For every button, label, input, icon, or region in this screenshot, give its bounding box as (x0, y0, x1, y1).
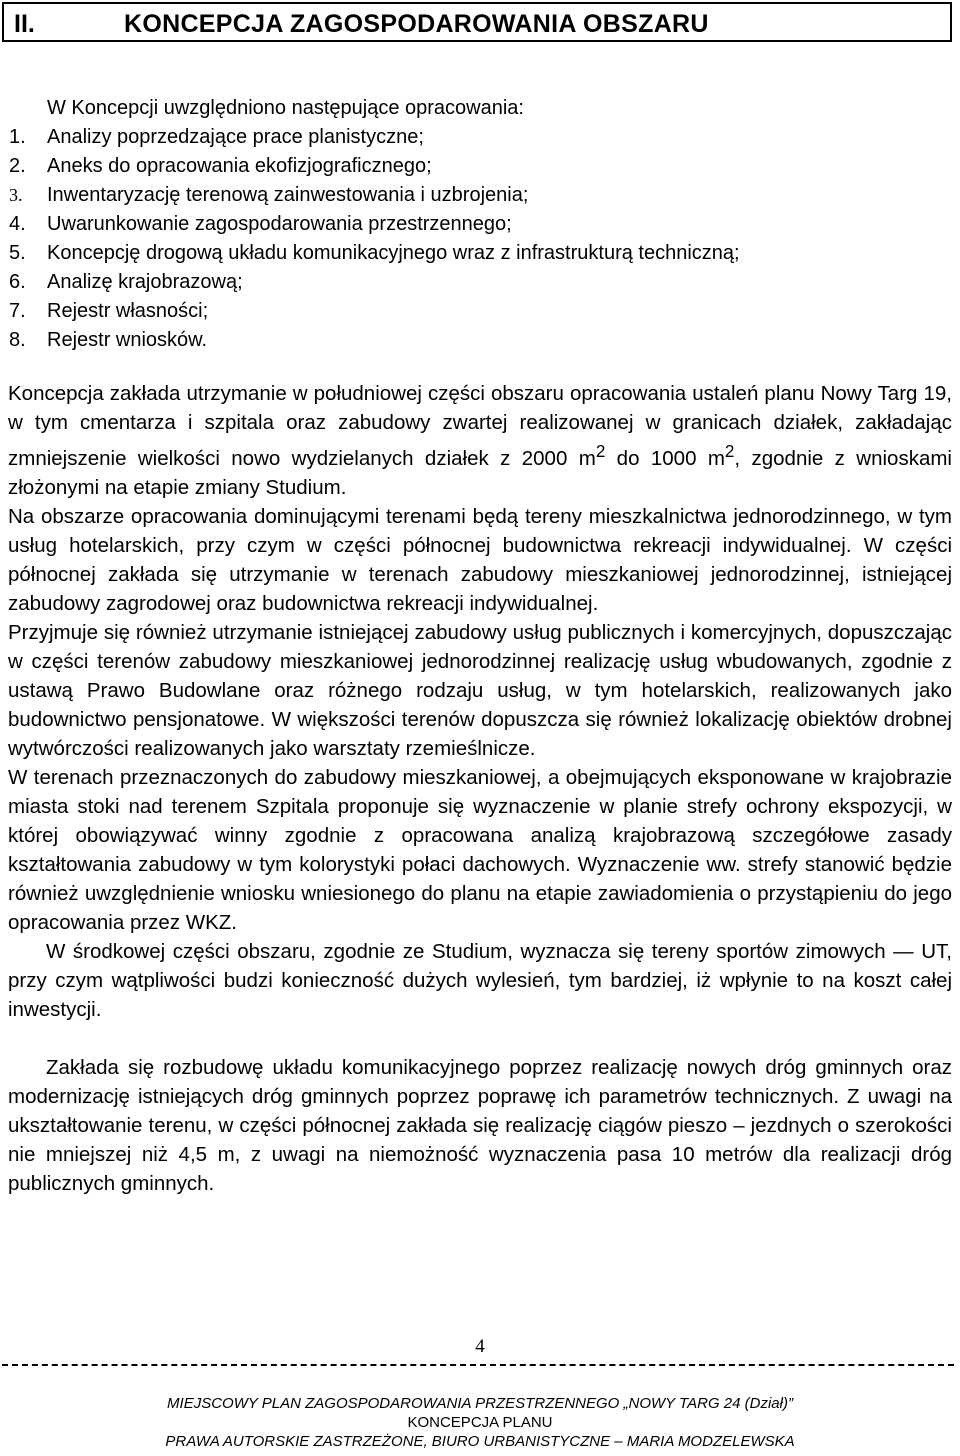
superscript: 2 (595, 442, 606, 461)
intro-text: W Koncepcji uwzględniono następujące opracowania: (47, 97, 524, 119)
list-number: 4. (9, 213, 26, 235)
list-text: Koncepcję drogową układu komunikacyjnego wraz z infrastrukturą techniczną; (47, 242, 740, 264)
list-number: 5. (9, 242, 26, 264)
page-footer (0, 1394, 960, 1451)
footer-line-copyright: PRAWA AUTORSKIE ZASTRZEŻONE, BIURO URBANISTYCZNE – MARIA MODZELEWSKA (165, 1433, 795, 1450)
list-text: Analizy poprzedzające prace planistyczne; (47, 126, 424, 148)
list-item (9, 123, 740, 152)
list-item (9, 268, 740, 297)
list-item (9, 210, 740, 239)
list-item (9, 181, 740, 210)
paragraph-exposure-zone: W terenach przeznaczonych do zabudowy mieszkaniowej, a obejmujących eksponowane w krajobrazie miasta stoki nad terenem Szpitala proponuje się wyznaczenie w planie strefy ochrony ekspozycji, w której obowiązywać winny zgodnie z opracowana analizą krajobrazową szczegółowe zasady kształtowania zabudowy w tym kolorystyki połaci dachowych. Wyznaczenie ww. strefy stanowić będzie również uwzględnienie wniosku wniesionego do planu na etapie zawiadomienia o przystąpieniu do jego opracowania przez WKZ. (8, 765, 952, 934)
list-number: 2. (9, 155, 26, 177)
list-item (9, 297, 740, 326)
list-number: 8. (9, 329, 26, 351)
list-text: Analizę krajobrazową; (47, 271, 243, 293)
list-item (9, 152, 740, 181)
superscript: 2 (724, 442, 735, 461)
paragraph-winter-sports: W środkowej części obszaru, zgodnie ze Studium, wyznacza się tereny sportów zimowych — UT, przy czym wątpliwości budzi konieczność dużych wylesień, tym bardziej, iż wpłynie to na koszt całej inwestycji. (8, 939, 952, 1021)
section-number: II. (14, 10, 35, 38)
list-text: Rejestr wniosków. (47, 329, 208, 351)
document-body (8, 379, 952, 1198)
studies-list (9, 123, 740, 355)
list-number: 3. (9, 185, 23, 205)
section-header (2, 2, 952, 42)
footer-line-concept: KONCEPCJA PLANU (407, 1414, 553, 1431)
list-number: 6. (9, 271, 26, 293)
page-number: 4 (475, 1336, 485, 1357)
paragraph-southern-part: Koncepcja zakłada utrzymanie w południowej części obszaru opracowania ustaleń planu Nowy Targ 19, w tym cmentarza i szpitala oraz zabudowy zwartej realizowanej w granicach działek, zakładając zmniejszenie wielkości nowo wydzielanych działek z 2000 $m^2$ do 1000 $m^2$, zgodnie z wnioskami złożonymi na etapie zmiany Studium. (8, 382, 952, 499)
list-item (9, 326, 740, 355)
paragraph-services: Przyjmuje się również utrzymanie istniejącej zabudowy usług publicznych i komercyjnych, dopuszczając w części terenów zabudowy mieszkaniowej jednorodzinnej realizację usług wbudowanych, zgodnie z ustawą Prawo Budowlane oraz różnego rodzaju usług, w tym hotelarskich, realizowanych jako budownictwo pensjonatowe. W większości terenów dopuszcza się również lokalizację obiektów drobnej wytwórczości realizowanych jako warsztaty rzemieślnicze. (8, 620, 952, 760)
section-title: KONCEPCJA ZAGOSPODAROWANIA OBSZARU (124, 10, 709, 38)
list-number: 1. (9, 126, 26, 148)
paragraph-dominant-areas: Na obszarze opracowania dominującymi terenami będą tereny mieszkalnictwa jednorodzinnego, w tym usług hotelarskich, przy czym w części północnej budownictwa rekreacji indywidualnej. W części północnej zakłada się utrzymanie w terenach zabudowy mieszkaniowej jednorodzinnej, istniejącej zabudowy zagrodowej oraz budownictwa rekreacji indywidualnej. (8, 504, 952, 615)
list-item (9, 239, 740, 268)
list-text: Aneks do opracowania ekofizjograficznego; (47, 155, 432, 177)
list-text: Uwarunkowanie zagospodarowania przestrzennego; (47, 213, 512, 235)
paragraph-road-network: Zakłada się rozbudowę układu komunikacyjnego poprzez realizację nowych dróg gminnych oraz modernizację istniejących dróg gminnych poprzez poprawę ich parametrów technicznych. Z uwagi na ukształtowanie terenu, w części północnej zakłada się realizację ciągów pieszo – jezdnych o szerokości nie mniejszej niż 4,5 m, z uwagi na niemożność wyznaczenia pasa 10 metrów dla realizacji dróg publicznych gminnych. (8, 1055, 952, 1195)
footer-divider (2, 1364, 954, 1366)
list-number: 7. (9, 300, 26, 322)
list-text: Rejestr własności; (47, 300, 209, 322)
list-text: Inwentaryzację terenową zainwestowania i uzbrojenia; (47, 184, 529, 206)
footer-line-plan: MIEJSCOWY PLAN ZAGOSPODAROWANIA PRZESTRZENNEGO „NOWY TARG 24 (Dział)” (167, 1395, 793, 1412)
